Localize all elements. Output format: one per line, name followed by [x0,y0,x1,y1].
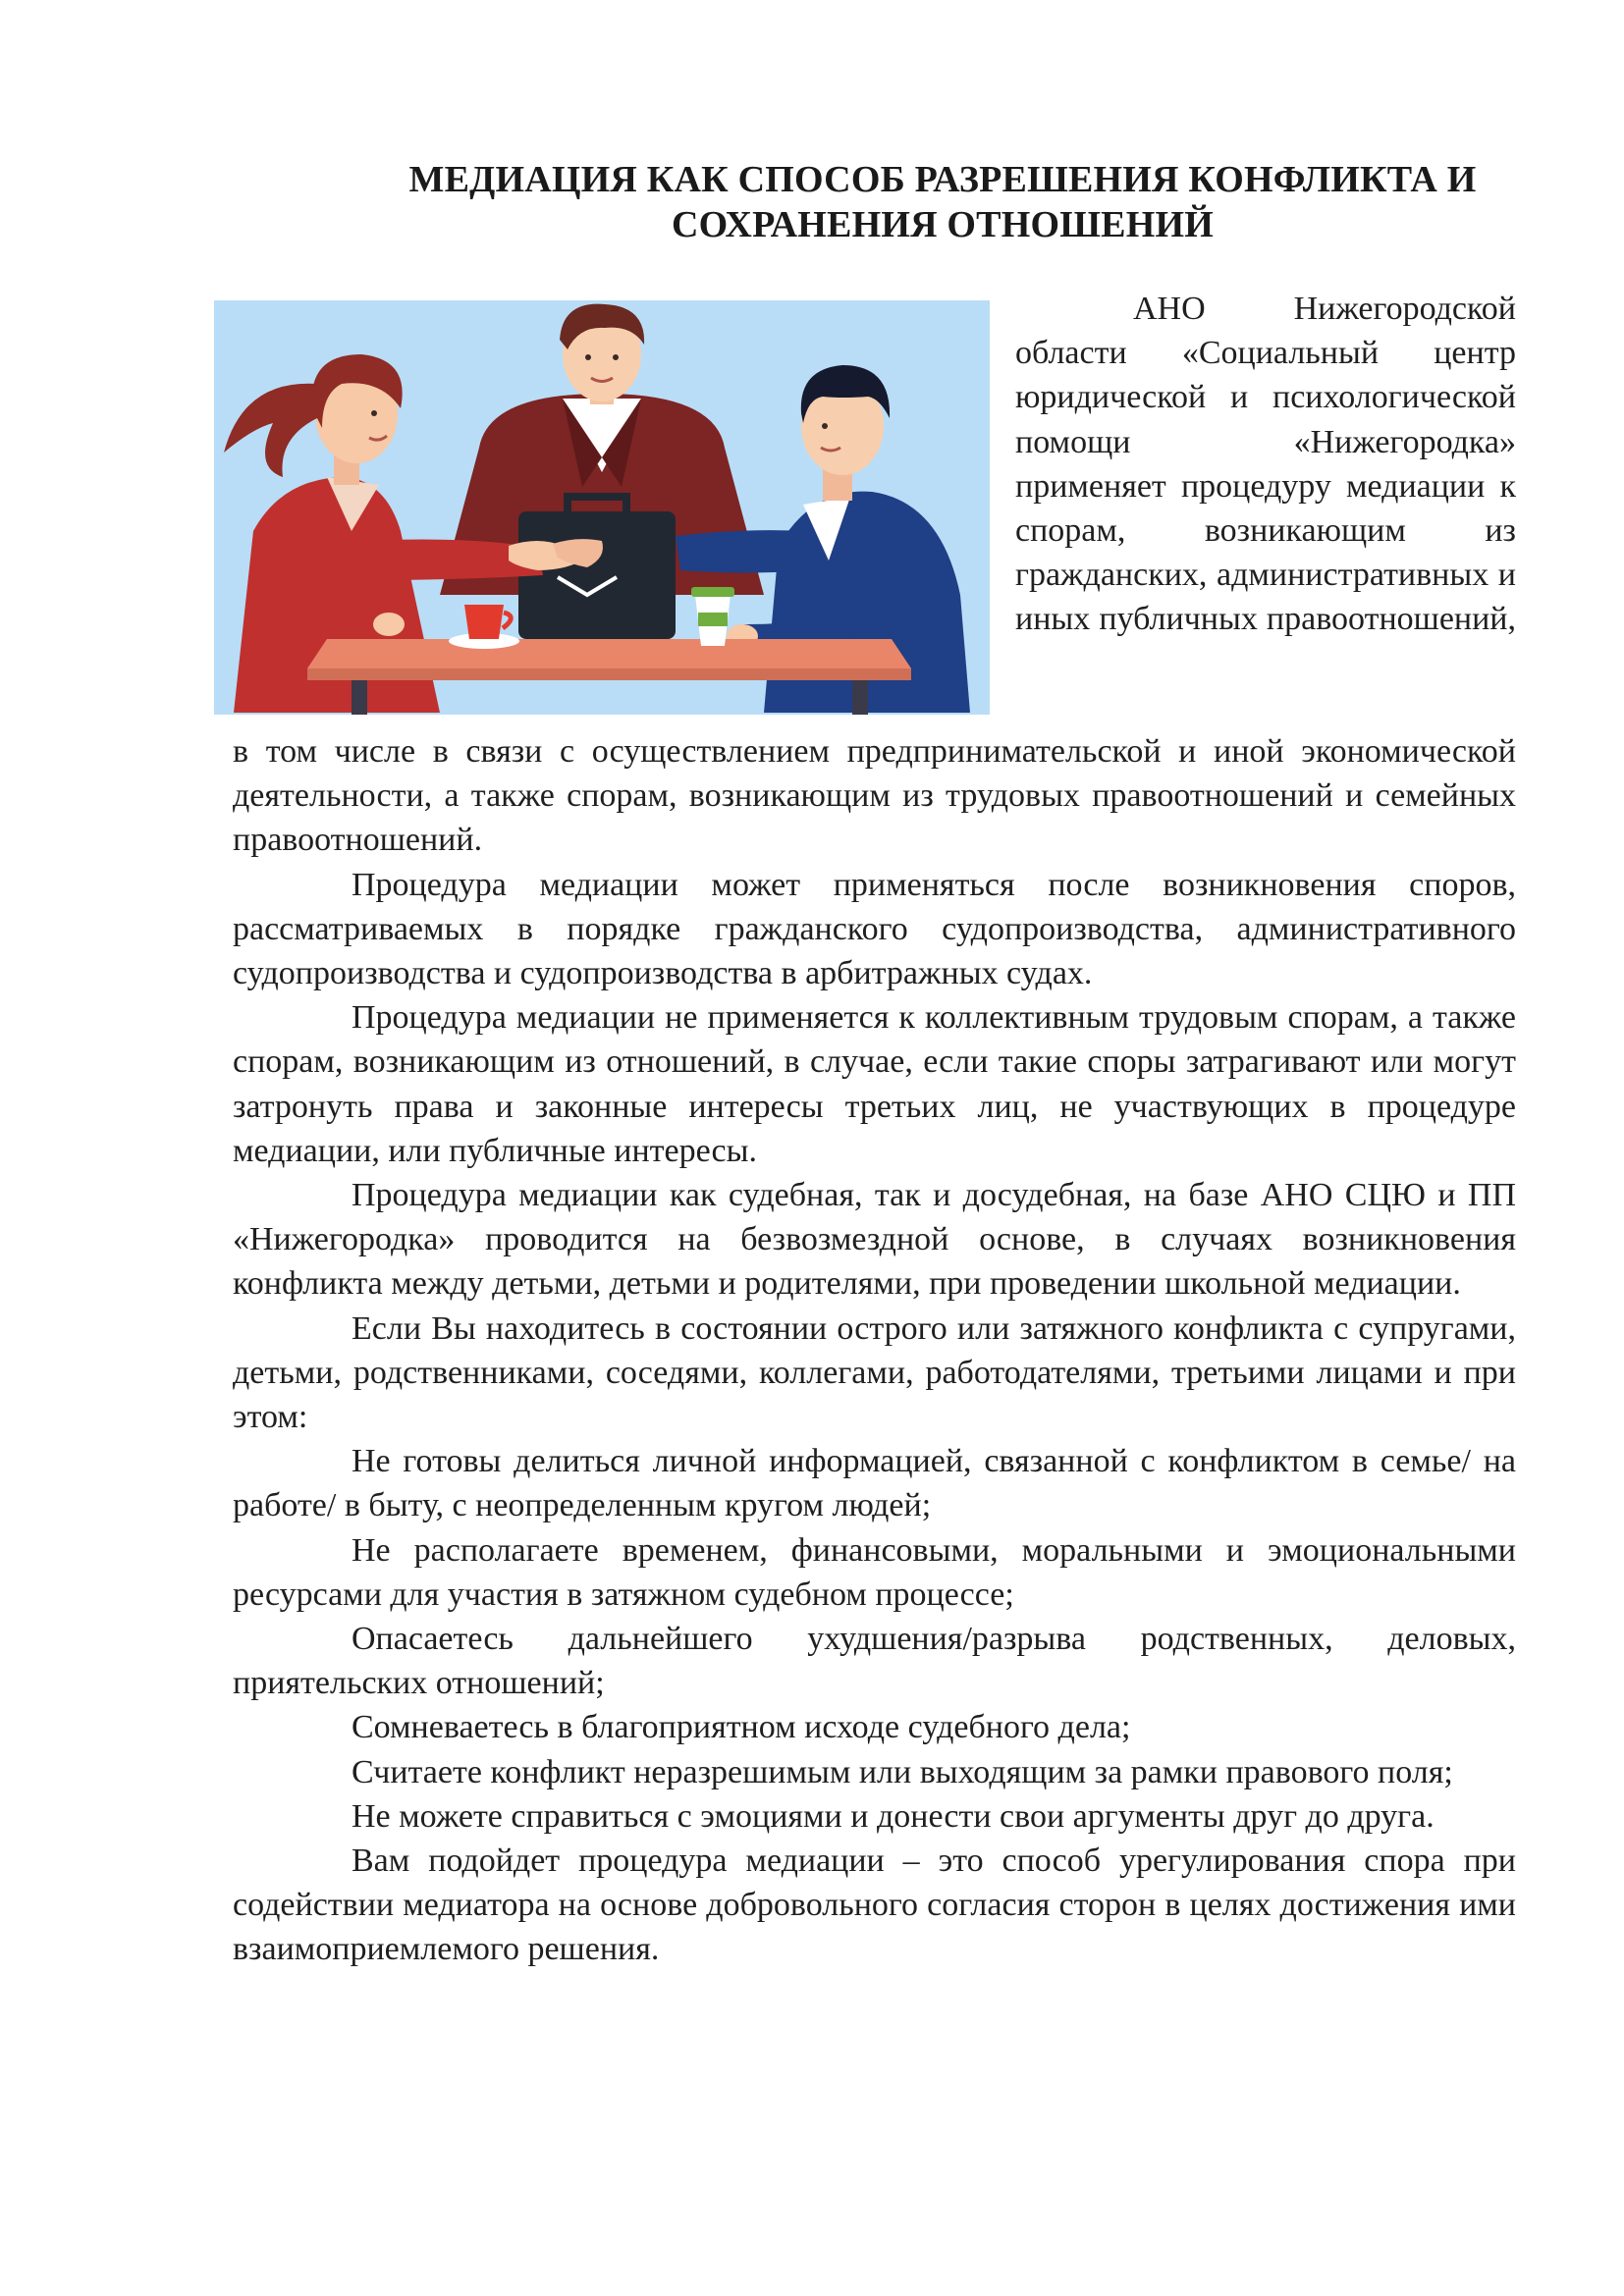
list-item-3: Опасаетесь дальнейшего ухудшения/разрыва родственных, деловых, приятельских отношений; [233,1621,1516,1702]
paragraph-3: Процедура медиации как судебная, так и досудебная, на базе АНО СЦЮ и ПП «Нижегородка» проводится на безвозмездной основе, в случаях возникновения конфликта между детьми, детьми и родителями, при проведении школьной медиации. [233,1177,1516,1303]
table-edge [307,668,911,680]
list-item-4: Сомневаетесь в благоприятном исходе судебного дела; [352,1709,1131,1746]
closing-paragraph: Вам подойдет процедура медиации – это способ урегулирования спора при содействии медиатора на основе добровольного согласия сторон в целях достижения ими взаимоприемлемого решения. [233,1842,1516,1968]
list-item-6: Не можете справиться с эмоциями и донести свои аргументы друг до друга. [352,1797,1435,1835]
page-title [353,157,1532,247]
intro-paragraph-continuation: в том числе в связи с осуществлением предпринимательской и иной экономической деятельности, а также спорам, возникающим из трудовых правоотношений и семейных правоотношений. [233,733,1516,859]
intro-paragraph-start: АНО Нижегородской области «Социальный центр юридической и психологической помощи «Нижегородка» применяет процедуру медиации к спорам, возникающим из гражданских, административных и иных публичных правоотношений, [1015,291,1516,638]
title-line-1: МЕДИАЦИЯ КАК СПОСОБ РАЗРЕШЕНИЯ КОНФЛИКТА И [408,159,1477,200]
list-item-5: Считаете конфликт неразрешимым или выходящим за рамки правового поля; [352,1753,1453,1790]
body-text [233,729,1516,1972]
mediation-meeting-illustration [214,300,990,715]
list-item-1: Не готовы делиться личной информацией, связанной с конфликтом в семье/ на работе/ в быту, с неопределенным кругом людей; [233,1443,1516,1524]
handshake-icon [509,539,603,570]
paragraph-1: Процедура медиации может применяться после возникновения споров, рассматриваемых в порядке гражданского судопроизводства, административного судопроизводства и судопроизводства в арбитражных судах. [233,866,1516,992]
paragraph-2: Процедура медиации не применяется к коллективным трудовым спорам, а также спорам, возникающим из отношений, в случае, если такие споры затрагивают или могут затронуть права и законные интересы третьих лиц, не участвующих в процедуре медиации, или публичные интересы. [233,999,1516,1169]
title-line-2: СОХРАНЕНИЯ ОТНОШЕНИЙ [672,204,1214,245]
table-top [307,639,911,668]
paragraph-4: Если Вы находитесь в состоянии острого или затяжного конфликта с супругами, детьми, родственниками, соседями, коллегами, работодателями, третьими лицами и при этом: [233,1309,1516,1436]
list-item-2: Не располагаете временем, финансовыми, моральными и эмоциональными ресурсами для участия в затяжном судебном процессе; [233,1531,1516,1613]
